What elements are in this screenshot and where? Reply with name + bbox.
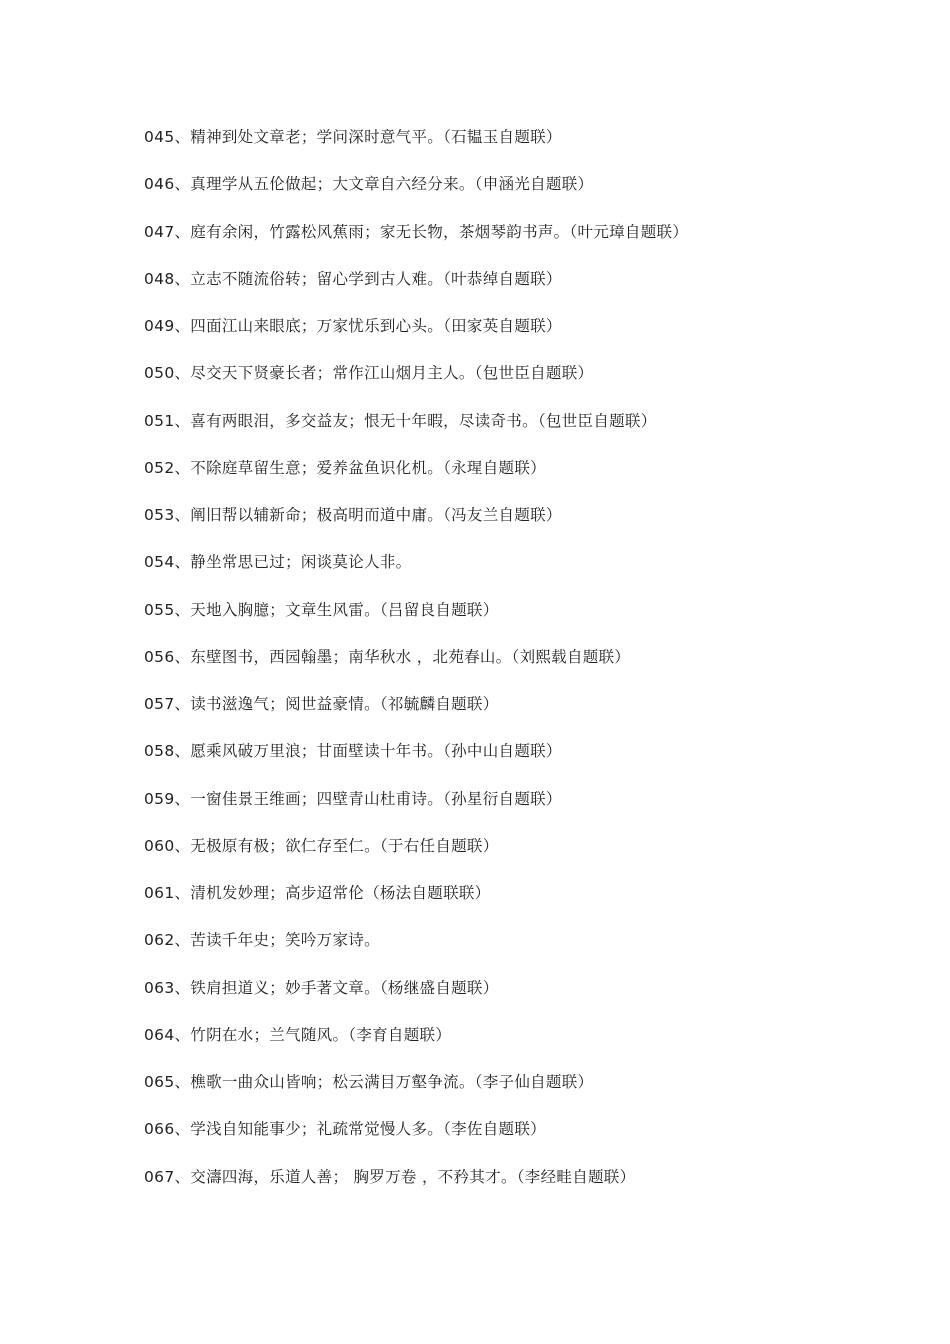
couplet-line-048: 048、立志不随流俗转；留心学到古人难。（叶恭绰自题联） xyxy=(144,269,562,288)
couplet-line-065: 065、樵歌一曲众山皆响；松云满目万壑争流。（李子仙自题联） xyxy=(144,1073,594,1091)
couplet-line-045: 045、精神到处文章老；学问深时意气平。（石韫玉自题联） xyxy=(144,128,562,146)
couplet-line-062: 062、苦读千年史；笑吟万家诗。 xyxy=(144,931,380,950)
couplet-line-051: 051、喜有两眼泪，多交益友；恨无十年暇，尽读奇书。（包世臣自题联） xyxy=(144,411,657,430)
couplet-line-052: 052、不除庭草留生意；爱养盆鱼识化机。（永瑆自题联） xyxy=(144,458,546,477)
couplet-line-055: 055、天地入胸臆；文章生风雷。（吕留良自题联） xyxy=(144,600,499,619)
couplet-line-054: 054、静坐常思已过；闲谈莫论人非。 xyxy=(144,553,412,572)
couplet-line-067: 067、交濤四海，乐道人善； 胸罗万卷 ，不矜其才。（李经畦自题联） xyxy=(144,1167,636,1186)
couplet-line-050: 050、尽交天下贤豪长者；常作江山烟月主人。（包世臣自题联） xyxy=(144,364,594,383)
couplet-line-056: 056、东壁图书，西园翰墨；南华秋水 ，北苑春山。（刘熙载自题联） xyxy=(144,647,631,666)
couplet-line-047: 047、庭有余闲，竹露松风蕉雨；家无长物，茶烟琴韵书声。（叶元璋自题联） xyxy=(144,222,689,241)
couplet-line-046: 046、真理学从五伦做起；大文章自六经分来。（申涵光自题联） xyxy=(144,175,594,194)
couplet-line-061: 061、清机发妙理；高步迢常伦（杨法自题联联） xyxy=(144,884,491,902)
couplet-line-057: 057、读书滋逸气；阅世益豪情。（祁毓麟自题联） xyxy=(144,695,499,713)
couplet-line-064: 064、竹阴在水；兰气随风。（李育自题联） xyxy=(144,1025,452,1044)
couplet-line-053: 053、阐旧帮以辅新命；极高明而道中庸。（冯友兰自题联） xyxy=(144,506,562,524)
couplet-line-063: 063、铁肩担道义；妙手著文章。（杨继盛自题联） xyxy=(144,978,499,997)
couplet-line-059: 059、一窗佳景王维画；四壁青山杜甫诗。（孙星衍自题联） xyxy=(144,789,562,808)
couplet-line-066: 066、学浅自知能事少；礼疏常觉慢人多。（李佐自题联） xyxy=(144,1120,546,1139)
couplet-list xyxy=(144,124,904,1211)
couplet-line-058: 058、愿乘风破万里浪；甘面壁读十年书。（孙中山自题联） xyxy=(144,742,562,761)
couplet-line-060: 060、无极原有极；欲仁存至仁。（于右任自题联） xyxy=(144,836,499,855)
couplet-line-049: 049、四面江山来眼底；万家忧乐到心头。（田家英自题联） xyxy=(144,317,562,335)
